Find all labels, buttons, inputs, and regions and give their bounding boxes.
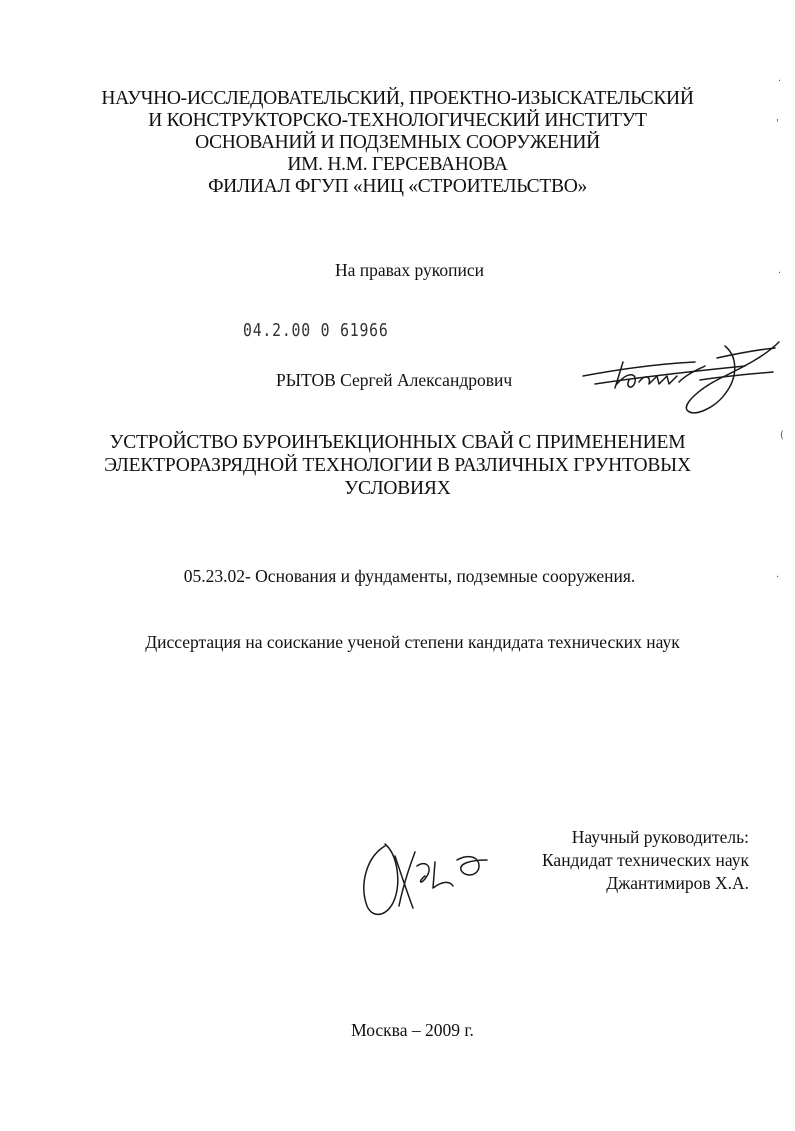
author-signature-image xyxy=(575,336,780,418)
author-name: РЫТОВ Сергей Александрович xyxy=(276,370,513,390)
supervisor-label: Научный руководитель: xyxy=(571,827,749,847)
manuscript-note: На правах рукописи xyxy=(334,260,485,280)
supervisor-degree: Кандидат технических наук xyxy=(541,850,749,870)
scan-speck: · xyxy=(776,572,780,583)
institute-line-5: ФИЛИАЛ ФГУП «НИЦ «СТРОИТЕЛЬСТВО» xyxy=(208,176,587,197)
scan-speck: ( xyxy=(780,430,784,441)
supervisor-name: Джантимиров Х.А. xyxy=(606,873,749,893)
dissertation-title-line-3: УСЛОВИЯХ xyxy=(344,478,451,499)
degree-statement: Диссертация на соискание ученой степени кандидата технических наук xyxy=(145,632,680,652)
dissertation-title-line-2: ЭЛЕКТРОРАЗРЯДНОЙ ТЕХНОЛОГИИ В РАЗЛИЧНЫХ ГРУНТОВЫХ xyxy=(104,455,691,476)
institute-line-1: НАУЧНО-ИССЛЕДОВАТЕЛЬСКИЙ, ПРОЕКТНО-ИЗЫСКАТЕЛЬСКИЙ xyxy=(101,88,694,109)
institute-line-4: ИМ. Н.М. ГЕРСЕВАНОВА xyxy=(287,154,508,175)
institute-line-3: ОСНОВАНИЙ И ПОДЗЕМНЫХ СООРУЖЕНИЙ xyxy=(195,132,600,153)
supervisor-block xyxy=(542,826,749,895)
scan-speck: · xyxy=(778,76,782,87)
specialty-code: 05.23.02- Основания и фундаменты, подземные сооружения. xyxy=(183,566,636,586)
dissertation-title-line-1: УСТРОЙСТВО БУРОИНЪЕКЦИОННЫХ СВАЙ С ПРИМЕНЕНИЕМ xyxy=(109,432,686,453)
registration-stamp-number: 04.2.00 0 61966 xyxy=(243,320,389,341)
institute-line-2: И КОНСТРУКТОРСКО-ТЕХНОЛОГИЧЕСКИЙ ИНСТИТУТ xyxy=(148,110,647,131)
scan-speck: · xyxy=(778,268,782,279)
scan-speck: ' xyxy=(776,118,779,129)
city-year: Москва – 2009 г. xyxy=(351,1020,474,1040)
supervisor-signature-image xyxy=(355,826,505,922)
